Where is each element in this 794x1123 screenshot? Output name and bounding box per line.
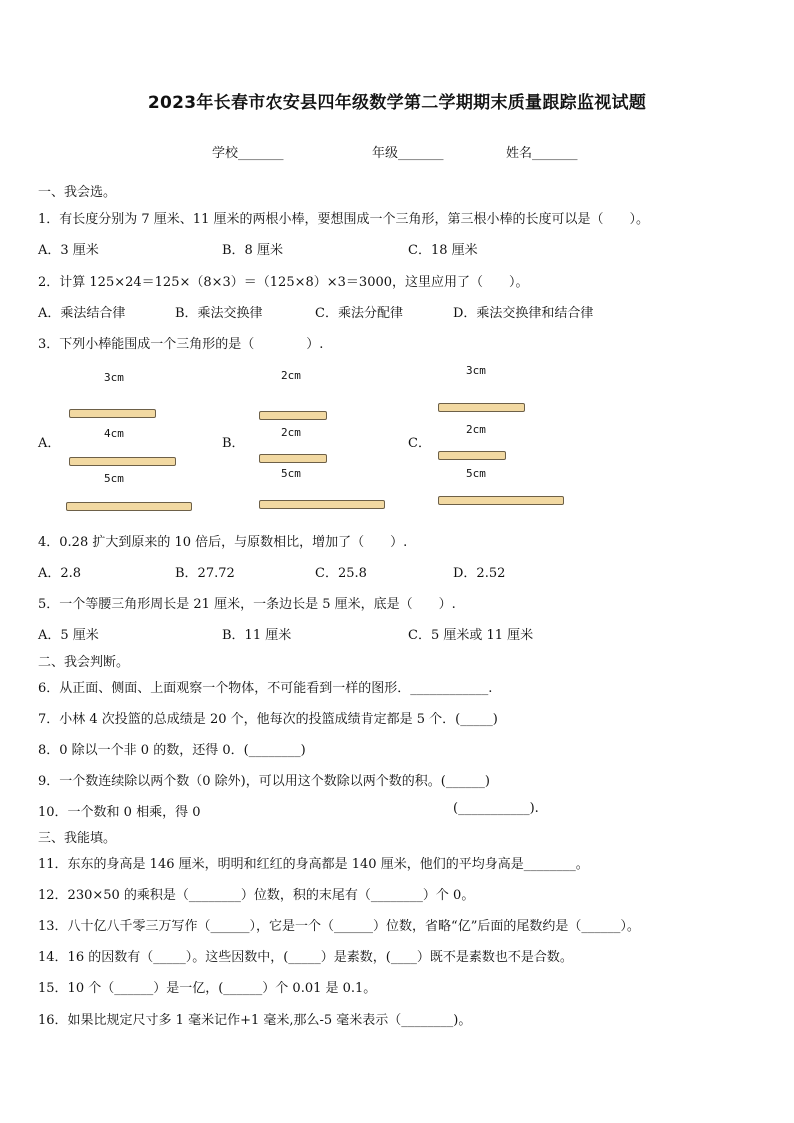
q3-a-label-3: 5cm	[104, 472, 124, 485]
stick-a-3	[66, 502, 192, 511]
q2-option-a: A．乘法结合律	[38, 306, 126, 321]
question-6: 6．从正面、侧面、上面观察一个物体，不可能看到一样的图形．____________.	[38, 681, 493, 696]
q3-b-label-2: 2cm	[281, 426, 301, 439]
question-11: 11．东东的身高是 146 厘米，明明和红红的身高都是 140 厘米，他们的平均身高是________。	[38, 857, 589, 872]
q3-b-label-1: 2cm	[281, 369, 301, 382]
stick-b-3	[259, 500, 385, 509]
q3-a-label-2: 4cm	[104, 427, 124, 440]
question-7: 7．小林 4 次投篮的总成绩是 20 个，他每次的投篮成绩肯定都是 5 个．(_____)	[38, 712, 498, 727]
q3-option-b-letter: B．	[222, 436, 245, 451]
question-15: 15．10 个（______）是一亿，(______）个 0.01 是 0.1。	[38, 981, 377, 996]
grade-field: 年级_______	[372, 146, 444, 161]
school-field: 学校_______	[212, 146, 284, 161]
question-16: 16．如果比规定尺寸多 1 毫米记作+1 毫米,那么-5 毫米表示（________)。	[38, 1013, 472, 1028]
name-field: 姓名_______	[506, 146, 578, 161]
question-8: 8．0 除以一个非 0 的数，还得 0．(________)	[38, 743, 306, 758]
q4-option-b: B．27.72	[175, 566, 235, 581]
q4-option-c: C．25.8	[315, 566, 367, 581]
q2-option-d: D．乘法交换律和结合律	[453, 306, 594, 321]
q4-option-d: D．2.52	[453, 566, 506, 581]
q1-option-b: B．8 厘米	[222, 243, 283, 258]
q1-option-a: A．3 厘米	[38, 243, 99, 258]
question-9: 9．一个数连续除以两个数（0 除外)，可以用这个数除以两个数的积。(______)	[38, 774, 490, 789]
q1-option-c: C．18 厘米	[408, 243, 478, 258]
q5-option-a: A．5 厘米	[38, 628, 99, 643]
section-heading-3: 三、我能填。	[38, 831, 117, 846]
page-title: 2023年长春市农安县四年级数学第二学期期末质量跟踪监视试题	[147, 93, 647, 113]
stick-a-2	[69, 457, 176, 466]
section-heading-1: 一、我会选。	[38, 185, 117, 200]
stick-c-3	[438, 496, 564, 505]
question-13: 13．八十亿八千零三万写作（______），它是一个（______）位数，省略“亿”后面的尾数约是（______）。	[38, 919, 640, 934]
stick-c-2	[438, 451, 506, 460]
q2-option-b: B．乘法交换律	[175, 306, 263, 321]
q3-c-label-2: 2cm	[466, 423, 486, 436]
q3-option-a-letter: A．	[38, 436, 61, 451]
section-heading-2: 二、我会判断。	[38, 655, 130, 670]
q3-c-label-3: 5cm	[466, 467, 486, 480]
stick-b-2	[259, 454, 327, 463]
question-1: 1．有长度分别为 7 厘米、11 厘米的两根小棒，要想围成一个三角形，第三根小棒的长度可以是（ ）。	[38, 212, 649, 227]
q2-option-c: C．乘法分配律	[315, 306, 403, 321]
question-10-blank: (___________).	[453, 801, 539, 816]
question-12: 12．230×50 的乘积是（________）位数，积的末尾有（________）个 0。	[38, 888, 475, 903]
q4-option-a: A．2.8	[38, 566, 82, 581]
question-2: 2．计算 125×24＝125×（8×3）＝（125×8）×3＝3000，这里应用了（ ）。	[38, 275, 529, 290]
q3-c-label-1: 3cm	[466, 364, 486, 377]
stick-a-1	[69, 409, 156, 418]
question-3: 3．下列小棒能围成一个三角形的是（ ）.	[38, 337, 324, 352]
q5-option-c: C．5 厘米或 11 厘米	[408, 628, 534, 643]
question-5: 5．一个等腰三角形周长是 21 厘米，一条边长是 5 厘米，底是（ ）.	[38, 597, 456, 612]
question-10: 10．一个数和 0 相乘，得 0	[38, 805, 201, 820]
stick-c-1	[438, 403, 525, 412]
q3-a-label-1: 3cm	[104, 371, 124, 384]
q3-option-c-letter: C．	[408, 436, 431, 451]
question-14: 14．16 的因数有（_____）。这些因数中，(_____）是素数，(____）既不是素数也不是合数。	[38, 950, 573, 965]
q5-option-b: B．11 厘米	[222, 628, 292, 643]
question-4: 4．0.28 扩大到原来的 10 倍后，与原数相比，增加了（ ）.	[38, 535, 408, 550]
stick-b-1	[259, 411, 327, 420]
q3-b-label-3: 5cm	[281, 467, 301, 480]
